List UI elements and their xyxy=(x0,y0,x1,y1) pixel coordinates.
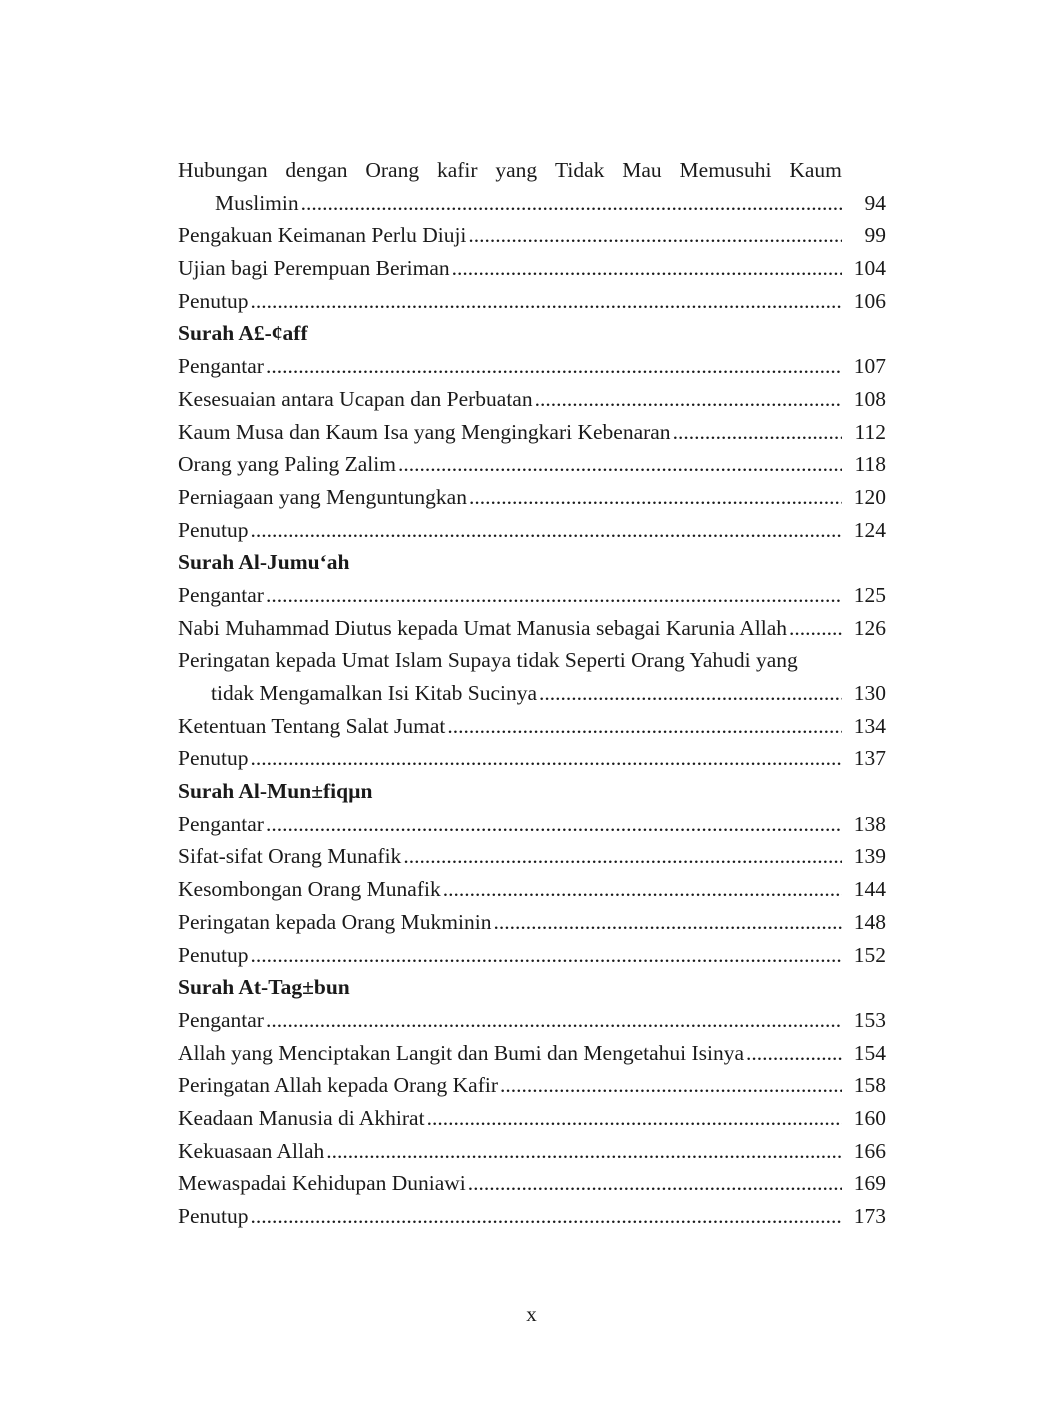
toc-entry-title: Allah yang Menciptakan Langit dan Bumi dan Mengetahui Isinya xyxy=(178,1040,745,1065)
toc-entry[interactable] xyxy=(178,840,886,873)
surah-heading-title: Surah Al-Mun±fiqµn xyxy=(178,779,373,804)
leader-dots xyxy=(398,448,842,481)
toc-entry-page: 108 xyxy=(853,386,886,411)
toc-entry[interactable] xyxy=(178,677,886,710)
toc-entry[interactable] xyxy=(178,939,886,972)
page-number: x xyxy=(526,1302,537,1326)
toc-entry-title: Muslimin xyxy=(215,190,299,215)
toc-entry-title: Sifat-sifat Orang Munafik xyxy=(178,844,402,869)
toc-entry[interactable] xyxy=(178,906,886,939)
toc-group xyxy=(178,350,886,546)
toc-entry[interactable] xyxy=(178,1200,886,1233)
leader-dots xyxy=(535,383,842,416)
leader-dots xyxy=(468,219,842,252)
toc-entry-title: Orang yang Paling Zalim xyxy=(178,452,396,477)
toc-entry-page: 166 xyxy=(853,1138,886,1163)
surah-heading xyxy=(178,775,886,808)
toc-entry[interactable] xyxy=(178,1167,886,1200)
toc-entry-wrapped-line xyxy=(178,154,842,187)
toc-entry-title: Mewaspadai Kehidupan Duniawi xyxy=(178,1171,466,1196)
toc-entry[interactable] xyxy=(178,1069,886,1102)
toc-entry-title: Kesesuaian antara Ucapan dan Perbuatan xyxy=(178,386,533,411)
toc-group xyxy=(178,1004,886,1233)
toc-entry-page: 130 xyxy=(853,681,886,705)
toc-entry-page: 118 xyxy=(854,452,886,477)
leader-dots xyxy=(673,416,842,449)
toc-entry[interactable] xyxy=(178,514,886,547)
surah-heading-title: Surah Al-Jumu‘ah xyxy=(178,550,350,575)
toc-entry[interactable] xyxy=(178,612,886,645)
leader-dots xyxy=(493,906,842,939)
toc-entry[interactable] xyxy=(178,448,886,481)
toc-entry-page: 106 xyxy=(853,288,886,313)
toc-entry-title: Pengakuan Keimanan Perlu Diuji xyxy=(178,223,467,248)
toc-entry[interactable] xyxy=(178,252,886,285)
surah-heading xyxy=(178,317,886,350)
leader-dots xyxy=(326,1135,842,1168)
leader-dots xyxy=(301,187,842,220)
toc-entry-title: Keadaan Manusia di Akhirat xyxy=(178,1105,425,1130)
toc-entry-title: Pengantar xyxy=(178,1007,264,1032)
toc-entry-page: 158 xyxy=(853,1073,886,1098)
leader-dots xyxy=(427,1102,842,1135)
toc-entry-page: 99 xyxy=(864,223,886,248)
toc-word: Mau xyxy=(622,158,662,182)
toc-entry-page: 173 xyxy=(853,1204,886,1228)
toc-entry-title: Pengantar xyxy=(178,811,264,836)
toc-entry-page: 134 xyxy=(853,713,886,738)
toc-group xyxy=(178,710,886,775)
toc-entry-title: Penutup xyxy=(178,746,249,771)
toc-entry-page: 138 xyxy=(853,811,886,836)
leader-dots xyxy=(447,710,842,743)
surah-heading xyxy=(178,971,886,1004)
toc-group xyxy=(178,808,886,971)
toc-word: Hubungan xyxy=(178,158,268,182)
toc-entry[interactable] xyxy=(178,1102,886,1135)
toc-entry-title: Peringatan Allah kepada Orang Kafir xyxy=(178,1073,498,1098)
toc-entry-title: Penutup xyxy=(178,942,249,967)
leader-dots xyxy=(469,481,842,514)
toc-entry[interactable] xyxy=(178,219,886,252)
toc-entry-page: 120 xyxy=(853,484,886,509)
leader-dots xyxy=(746,1037,842,1070)
toc-entry-page: 152 xyxy=(853,942,886,967)
toc-entry-page: 144 xyxy=(853,877,886,902)
toc-group xyxy=(178,219,886,317)
toc-entry-page: 139 xyxy=(853,844,886,869)
toc-entry-page: 160 xyxy=(853,1105,886,1130)
toc-word: dengan xyxy=(285,158,348,182)
toc-word: Memusuhi xyxy=(679,158,772,182)
toc-entry-title: Ujian bagi Perempuan Beriman xyxy=(178,256,450,281)
leader-dots xyxy=(468,1167,842,1200)
toc-entry[interactable] xyxy=(178,742,886,775)
toc-entry[interactable] xyxy=(178,579,886,612)
toc-word: kafir xyxy=(436,158,478,182)
toc-entry-title: Peringatan kepada Orang Mukminin xyxy=(178,909,492,934)
toc-entry-page: 112 xyxy=(854,419,886,444)
toc-entry-page: 94 xyxy=(864,190,886,215)
toc-entry-page: 148 xyxy=(853,909,886,934)
table-of-contents xyxy=(178,154,886,1233)
leader-dots xyxy=(443,873,842,906)
toc-entry[interactable] xyxy=(178,416,886,449)
toc-entry[interactable] xyxy=(178,187,886,220)
toc-entry-title: Ketentuan Tentang Salat Jumat xyxy=(178,713,446,738)
toc-entry-page: 125 xyxy=(853,582,886,607)
surah-heading-title: Surah A£-¢aff xyxy=(178,321,308,346)
toc-entry[interactable] xyxy=(178,1004,886,1037)
leader-dots xyxy=(266,350,842,383)
toc-word: Orang xyxy=(365,158,420,182)
leader-dots xyxy=(250,285,842,318)
leader-dots xyxy=(500,1069,842,1102)
leader-dots xyxy=(452,252,842,285)
toc-entry[interactable] xyxy=(178,808,886,841)
toc-entry-page: 107 xyxy=(853,354,886,379)
leader-dots xyxy=(266,579,842,612)
toc-entry[interactable] xyxy=(178,350,886,383)
toc-entry-title: Pengantar xyxy=(178,582,264,607)
toc-entry[interactable] xyxy=(178,383,886,416)
toc-entry-page: 124 xyxy=(853,517,886,542)
leader-dots xyxy=(403,840,842,873)
leader-dots xyxy=(250,514,842,547)
leader-dots xyxy=(250,1200,842,1233)
toc-entry-page: 153 xyxy=(853,1007,886,1032)
toc-entry-page: 126 xyxy=(853,615,886,640)
toc-entry-title: Kaum Musa dan Kaum Isa yang Mengingkari Kebenaran xyxy=(178,419,671,444)
toc-word: Tidak xyxy=(555,158,605,182)
surah-heading xyxy=(178,546,886,579)
toc-group xyxy=(178,579,886,644)
toc-entry-title: Perniagaan yang Menguntungkan xyxy=(178,484,467,509)
toc-entry[interactable] xyxy=(178,481,886,514)
toc-entry[interactable] xyxy=(178,1037,886,1070)
toc-entry-title-line1: Peringatan kepada Umat Islam Supaya tidak Seperti Orang Yahudi yang xyxy=(178,648,798,673)
toc-entry-page: 104 xyxy=(853,256,886,281)
leader-dots xyxy=(250,939,842,972)
toc-word: Kaum xyxy=(789,158,842,182)
toc-entry-page: 169 xyxy=(853,1171,886,1196)
toc-word: yang xyxy=(495,158,538,182)
toc-entry-page: 137 xyxy=(853,746,886,771)
toc-entry-title: Penutup xyxy=(178,1204,249,1228)
toc-entry-title: Penutup xyxy=(178,517,249,542)
toc-entry-title: Penutup xyxy=(178,288,249,313)
leader-dots xyxy=(789,612,842,645)
surah-heading-title: Surah At-Tag±bun xyxy=(178,975,350,1000)
toc-entry-title: Kekuasaan Allah xyxy=(178,1138,325,1163)
toc-entry[interactable] xyxy=(178,710,886,743)
toc-entry-title: Nabi Muhammad Diutus kepada Umat Manusia sebagai Karunia Allah xyxy=(178,615,788,640)
toc-entry-title: Kesombongan Orang Munafik xyxy=(178,877,441,902)
leader-dots xyxy=(250,742,842,775)
toc-entry-title: tidak Mengamalkan Isi Kitab Sucinya xyxy=(211,681,538,705)
toc-entry[interactable] xyxy=(178,285,886,318)
toc-entry-title: Pengantar xyxy=(178,354,264,379)
toc-entry[interactable] xyxy=(178,1135,886,1168)
toc-entry[interactable] xyxy=(178,873,886,906)
leader-dots xyxy=(539,677,842,710)
leader-dots xyxy=(266,1004,842,1037)
toc-entry-wrapped-line xyxy=(178,644,886,677)
leader-dots xyxy=(266,808,842,841)
toc-entry-page: 154 xyxy=(853,1040,886,1065)
